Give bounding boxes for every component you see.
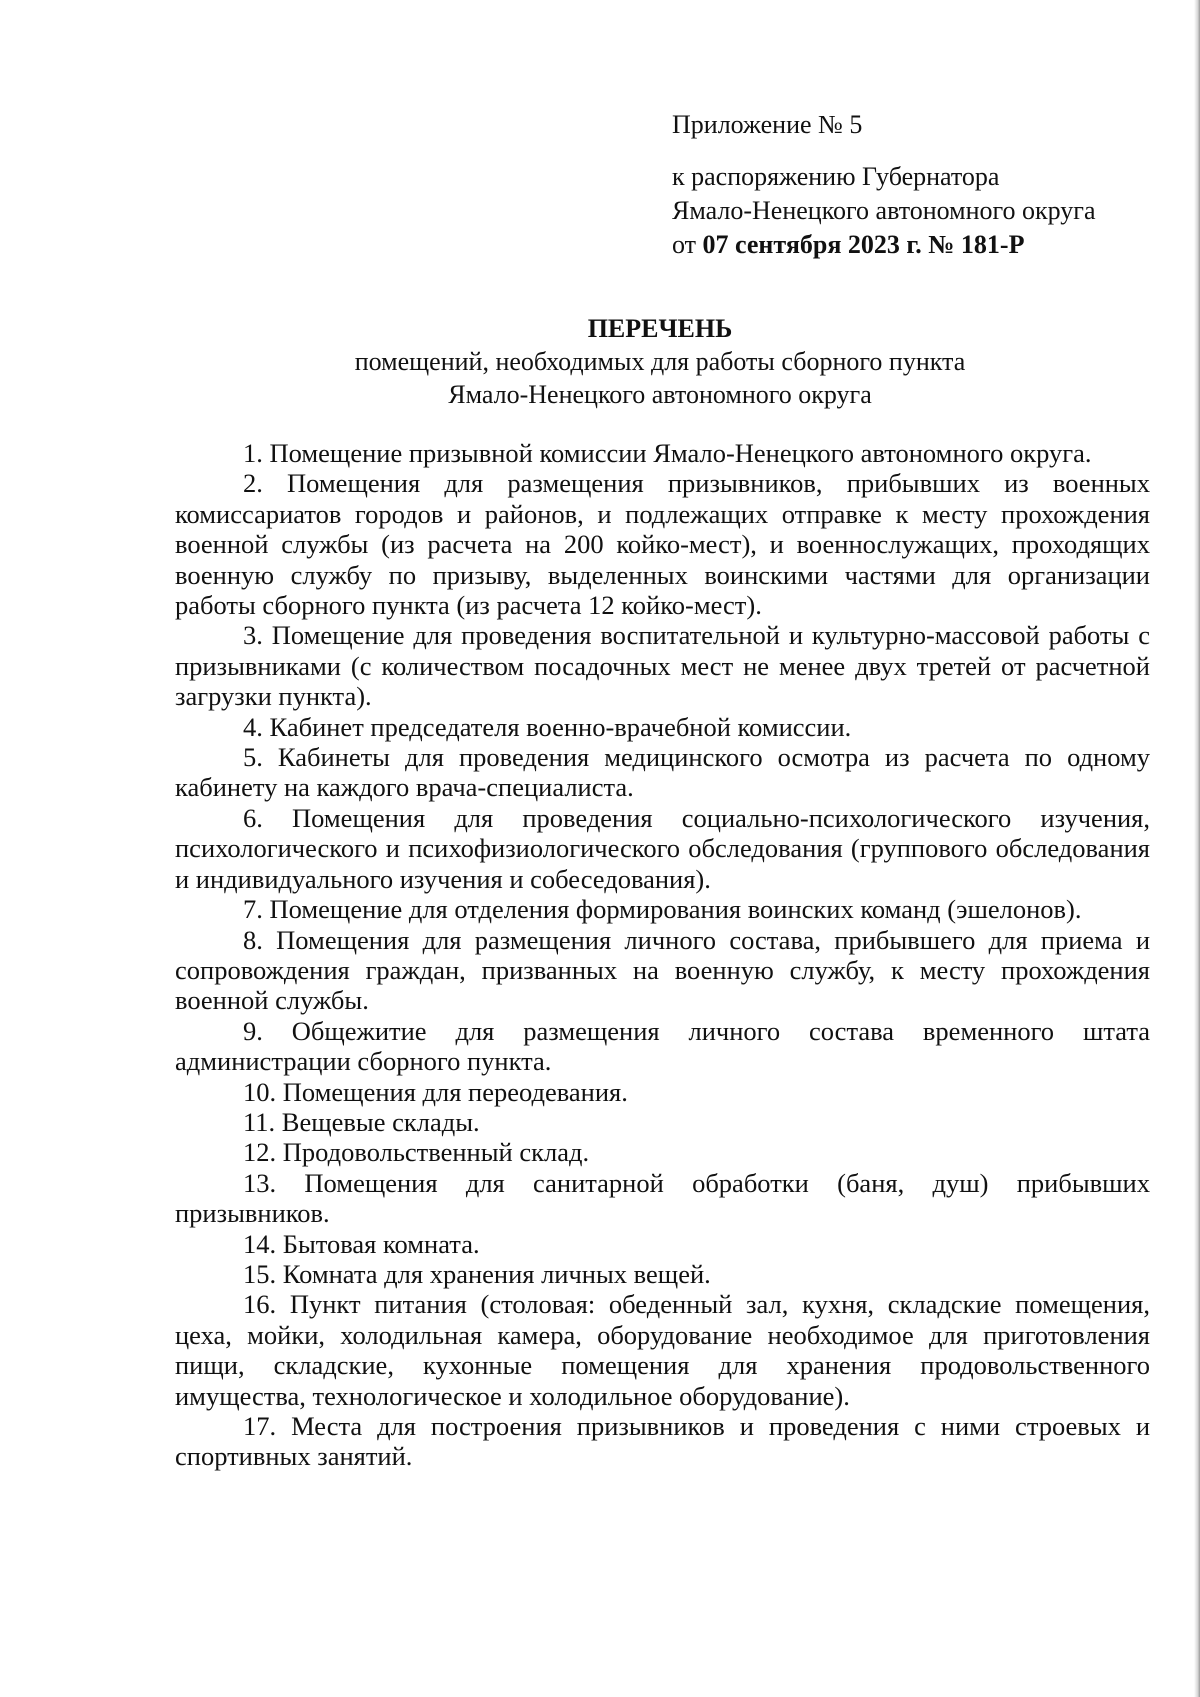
list-item: 9. Общежитие для размещения личного состава временного штата администрации сборного пункта. [175,1015,1150,1077]
list-item: 13. Помещения для санитарной обработки (баня, душ) прибывших призывников. [175,1167,1150,1229]
list-item: 7. Помещение для отделения формирования воинских команд (эшелонов). [243,894,1082,925]
appendix-date-value: 07 сентября 2023 г. № 181-Р [702,230,1025,259]
list-item: 3. Помещение для проведения воспитательной и культурно-массовой работы с призывниками (с количеством посадочных мест не менее двух третей от расчетной загрузки пункта). [175,620,1151,712]
appendix-line-2: Ямало-Ненецкого автономного округа [672,196,1096,225]
list-item: 5. Кабинеты для проведения медицинского осмотра из расчета по одному кабинету на каждого врача-специалиста. [175,742,1151,803]
list-item: 10. Помещения для переодевания. [243,1076,628,1107]
list-item: 17. Места для построения призывников и проведения с ними строевых и спортивных занятий. [175,1411,1151,1472]
scan-edge-shadow [1194,0,1200,1697]
list-item: 16. Пункт питания (столовая: обеденный зал, кухня, складские помещения, цеха, мойки, холодильная камера, оборудование необходимое для приготовления пищи, складские, кухонные помещения для хранения продовольственного имущества, технологическое и холодильное оборудование). [175,1289,1150,1411]
premises-list [175,438,1150,1472]
list-item: 8. Помещения для размещения личного состава, прибывшего для приема и сопровождения граждан, призванных на военную службу, к месту прохождения военной службы. [175,924,1150,1016]
list-item: 11. Вещевые склады. [243,1106,480,1137]
document-subtitle-line-1: помещений, необходимых для работы сборного пункта [354,347,966,376]
appendix-line-1: к распоряжению Губернатора [672,162,1000,191]
appendix-date-line [672,228,1142,262]
list-item: 2. Помещения для размещения призывников, прибывших из военных комиссариатов городов и районов, и подлежащих отправке к месту прохождения военной службы (из расчета на 200 койко-мест), и военнослужащих, проходящих военную службу по призыву, выделенных воинскими частями для организации работы сборного пункта (из расчета 12 койко-мест). [175,468,1150,621]
list-item: 4. Кабинет председателя военно-врачебной комиссии. [243,711,852,742]
appendix-title: Приложение № 5 [672,110,863,139]
document-title: ПЕРЕЧЕНЬ [587,314,733,343]
list-item: 1. Помещение призывной комиссии Ямало-Ненецкого автономного округа. [243,438,1092,468]
document-subtitle-line-2: Ямало-Ненецкого автономного округа [448,380,872,409]
list-item: 14. Бытовая комната. [243,1228,480,1259]
list-item: 6. Помещения для проведения социально-психологического изучения, психологического и психофизиологического обследования (группового обследования и индивидуального изучения и собеседования). [175,802,1150,894]
list-item: 15. Комната для хранения личных вещей. [243,1258,711,1289]
list-item: 12. Продовольственный склад. [243,1137,590,1168]
document-heading [170,312,1150,411]
appendix-date-prefix: от [672,230,703,259]
appendix-block [672,108,1142,262]
